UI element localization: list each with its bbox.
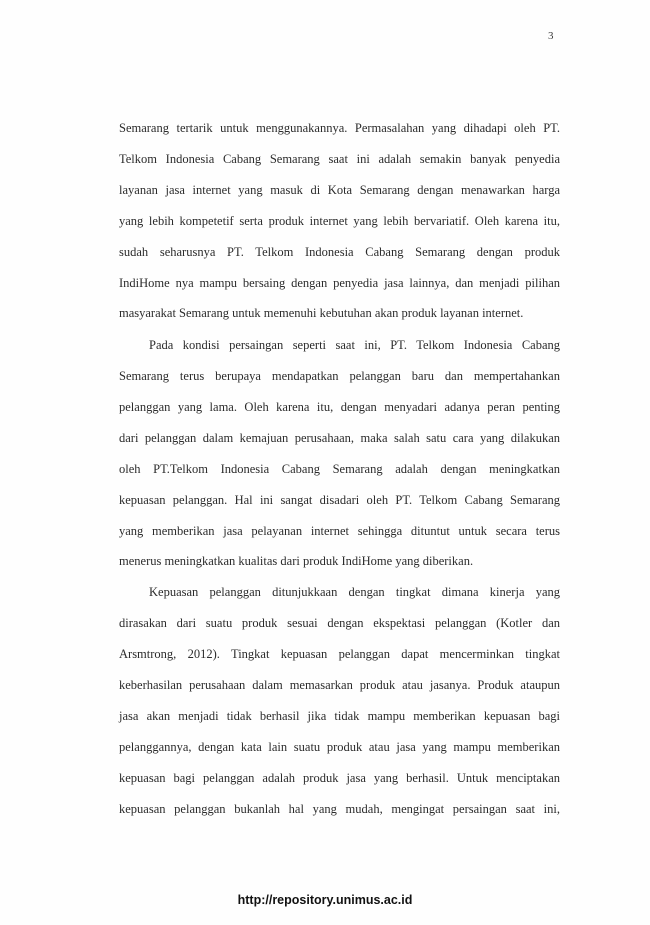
text-line: oleh PT.Telkom Indonesia Cabang Semarang adalah dengan meningkatkan [119, 462, 560, 476]
text-line: Semarang terus berupaya mendapatkan pelanggan baru dan mempertahankan [119, 369, 560, 383]
text-line: pelanggan yang lama. Oleh karena itu, dengan menyadari adanya peran penting [119, 400, 560, 414]
text-line: layanan jasa internet yang masuk di Kota Semarang dengan menawarkan harga [119, 183, 560, 197]
text-line: yang memberikan jasa pelayanan internet sehingga dituntut untuk secara terus [119, 524, 560, 538]
text-line: pelanggannya, dengan kata lain suatu produk atau jasa yang mampu memberikan [119, 740, 560, 754]
text-line: menerus meningkatkan kualitas dari produk IndiHome yang diberikan. [119, 554, 474, 568]
text-line: keberhasilan perusahaan dalam memasarkan produk atau jasanya. Produk ataupun [119, 678, 560, 692]
text-line: sudah seharusnya PT. Telkom Indonesia Cabang Semarang dengan produk [119, 245, 560, 259]
text-line: Kepuasan pelanggan ditunjukkaan dengan tingkat dimana kinerja yang [149, 585, 560, 599]
page-number: 3 [548, 30, 554, 42]
text-line: kepuasan pelanggan bukanlah hal yang mudah, mengingat persaingan saat ini, [119, 802, 560, 816]
text-line: Semarang tertarik untuk menggunakannya. Permasalahan yang dihadapi oleh PT. [119, 121, 560, 135]
repository-url: http://repository.unimus.ac.id [237, 893, 413, 907]
text-line: yang lebih kompetetif serta produk internet yang lebih bervariatif. Oleh karena itu, [119, 214, 560, 228]
text-line: kepuasan bagi pelanggan adalah produk jasa yang berhasil. Untuk menciptakan [119, 771, 560, 785]
text-line: dirasakan dari suatu produk sesuai dengan ekspektasi pelanggan (Kotler dan [119, 616, 560, 630]
text-line: dari pelanggan dalam kemajuan perusahaan, maka salah satu cara yang dilakukan [119, 431, 560, 445]
text-line: kepuasan pelanggan. Hal ini sangat disadari oleh PT. Telkom Cabang Semarang [119, 493, 560, 507]
text-line: Telkom Indonesia Cabang Semarang saat ini adalah semakin banyak penyedia [119, 152, 560, 166]
text-line: Arsmtrong, 2012). Tingkat kepuasan pelanggan dapat mencerminkan tingkat [119, 647, 560, 661]
text-line: jasa akan menjadi tidak berhasil jika tidak mampu memberikan kepuasan bagi [119, 709, 560, 723]
text-line: Pada kondisi persaingan seperti saat ini, PT. Telkom Indonesia Cabang [149, 338, 560, 352]
text-line: masyarakat Semarang untuk memenuhi kebutuhan akan produk layanan internet. [119, 306, 524, 320]
text-line: IndiHome nya mampu bersaing dengan penyedia jasa lainnya, dan menjadi pilihan [119, 276, 560, 290]
